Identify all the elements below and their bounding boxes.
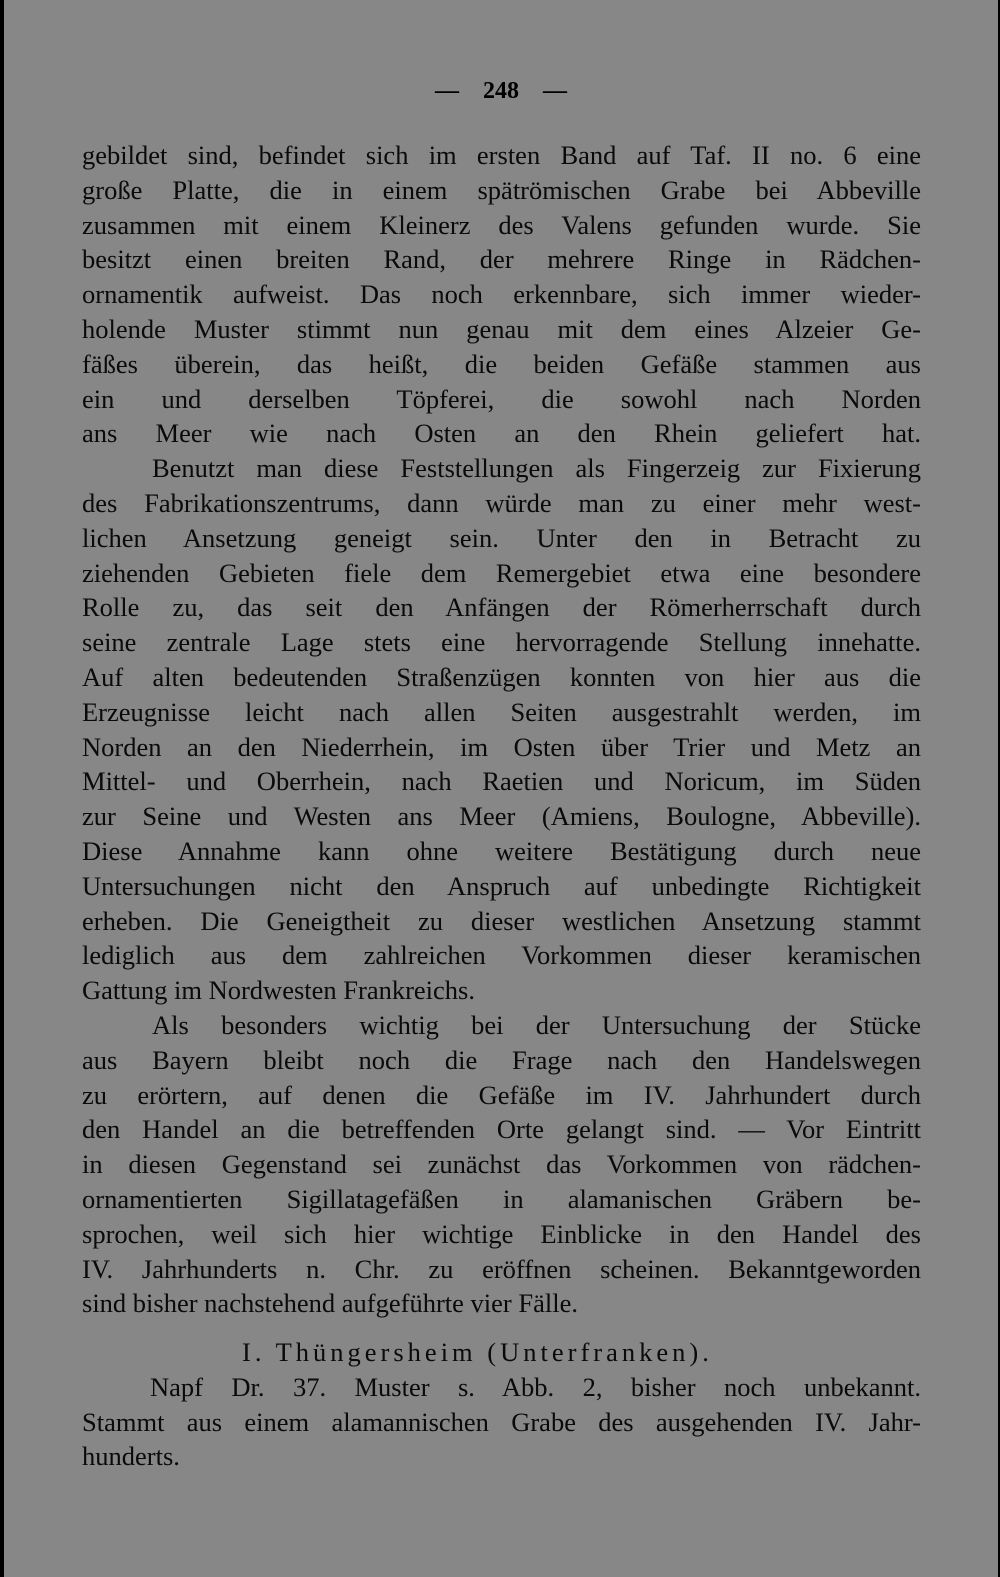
- text-line: Benutzt man diese Feststellungen als Fingerzeig zur Fixierung: [152, 453, 921, 484]
- text-line: Mittel- und Oberrhein, nach Raetien und Noricum, im Süden: [82, 766, 921, 797]
- text-line: des Fabrikationszentrums, dann würde man zu einer mehr west-: [82, 487, 921, 518]
- text-line: den Handel an die betreffenden Orte gelangt sind. — Vor Eintritt: [82, 1114, 921, 1145]
- spacer: [82, 1321, 921, 1335]
- scanned-page: [4, 0, 998, 1577]
- paragraph-2: [82, 451, 921, 1008]
- page-number: — 248 —: [435, 78, 567, 104]
- text-line: besitzt einen breiten Rand, der mehrere Ringe in Rädchen-: [82, 244, 921, 275]
- text-line: Erzeugnisse leicht nach allen Seiten ausgestrahlt werden, im: [82, 696, 921, 727]
- section-heading: I. Thüngersheim (Unterfranken).: [242, 1337, 713, 1368]
- paragraph-3: [82, 1008, 921, 1321]
- text-line: sprochen, weil sich hier wichtige Einblicke in den Handel des: [82, 1218, 921, 1249]
- text-line: Auf alten bedeutenden Straßenzügen konnten von hier aus die: [82, 661, 921, 692]
- text-line: lediglich aus dem zahlreichen Vorkommen dieser keramischen: [82, 940, 921, 971]
- text-line: zusammen mit einem Kleinerz des Valens gefunden wurde. Sie: [82, 209, 921, 240]
- text-line: in diesen Gegenstand sei zunächst das Vorkommen von rädchen-: [82, 1149, 921, 1180]
- catalog-entry: [82, 1370, 921, 1474]
- text-line: aus Bayern bleibt noch die Frage nach den Handelswegen: [82, 1044, 921, 1075]
- text-line: lichen Ansetzung geneigt sein. Unter den in Betracht zu: [82, 522, 921, 553]
- text-line: ans Meer wie nach Osten an den Rhein geliefert hat.: [82, 418, 921, 449]
- text-line: Als besonders wichtig bei der Untersuchung der Stücke: [152, 1009, 921, 1040]
- text-line: fäßes überein, das heißt, die beiden Gefäße stammen aus: [82, 348, 921, 379]
- text-line: Gattung im Nordwesten Frankreichs.: [82, 975, 475, 1006]
- text-line: IV. Jahrhunderts n. Chr. zu eröffnen scheinen. Bekanntgeworden: [82, 1253, 921, 1284]
- text-line: Stammt aus einem alamannischen Grabe des ausgehenden IV. Jahr-: [82, 1406, 921, 1437]
- text-line: sind bisher nachstehend aufgeführte vier Fälle.: [82, 1288, 578, 1319]
- text-line: Norden an den Niederrhein, im Osten über Trier und Metz an: [82, 731, 921, 762]
- text-line: Diese Annahme kann ohne weitere Bestätigung durch neue: [82, 835, 921, 866]
- text-line: ziehenden Gebieten fiele dem Remergebiet etwa eine besondere: [82, 557, 921, 588]
- text-line: gebildet sind, befindet sich im ersten Band auf Taf. II no. 6 eine: [82, 140, 921, 170]
- text-line: erheben. Die Geneigtheit zu dieser westlichen Ansetzung stammt: [82, 905, 921, 936]
- text-line: Rolle zu, das seit den Anfängen der Römerherrschaft durch: [82, 592, 921, 623]
- text-line: hunderts.: [82, 1441, 180, 1472]
- text-line: zu erörtern, auf denen die Gefäße im IV. Jahrhundert durch: [82, 1079, 921, 1110]
- text-line: seine zentrale Lage stets eine hervorragende Stellung innehatte.: [82, 627, 921, 658]
- text-line: holende Muster stimmt nun genau mit dem eines Alzeier Ge-: [82, 313, 921, 344]
- text-line: große Platte, die in einem spätrömischen Grabe bei Abbeville: [82, 174, 921, 205]
- text-line: Napf Dr. 37. Muster s. Abb. 2, bisher noch unbekannt.: [150, 1371, 921, 1402]
- body-text: [82, 138, 921, 1474]
- paragraph-1: [82, 138, 921, 451]
- text-line: ornamentierten Sigillatagefäßen in alamanischen Gräbern be-: [82, 1183, 921, 1214]
- text-line: ornamentik aufweist. Das noch erkennbare, sich immer wieder-: [82, 279, 921, 310]
- text-line: zur Seine und Westen ans Meer (Amiens, Boulogne, Abbeville).: [82, 801, 921, 832]
- text-line: ein und derselben Töpferei, die sowohl nach Norden: [82, 383, 921, 414]
- text-line: Untersuchungen nicht den Anspruch auf unbedingte Richtigkeit: [82, 870, 921, 901]
